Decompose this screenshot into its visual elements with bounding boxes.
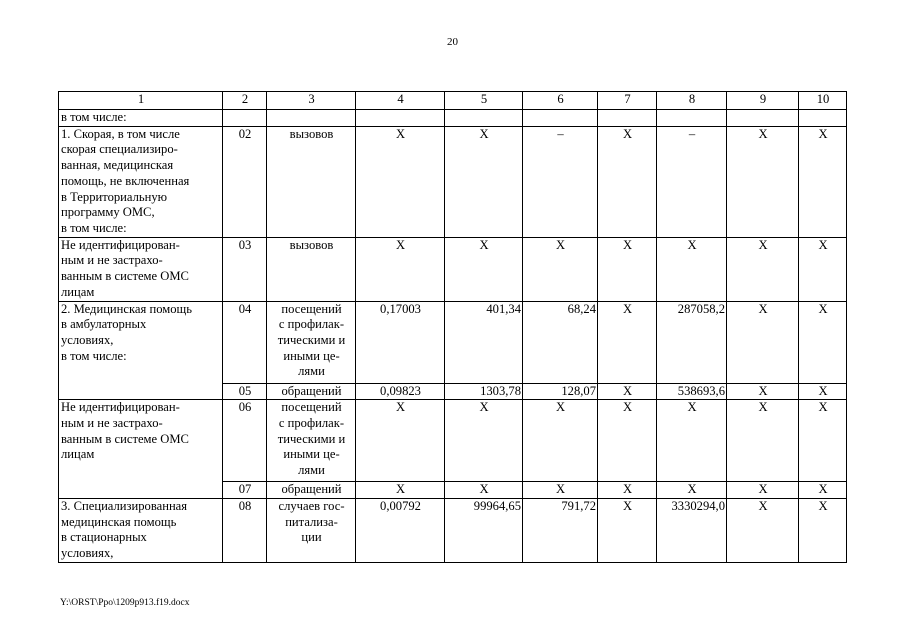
value-cell: 128,07	[523, 383, 598, 400]
header-cell: 7	[598, 92, 657, 110]
unit-cell: вызовов	[267, 126, 356, 237]
row-code: 06	[223, 400, 267, 482]
value-cell: –	[657, 126, 727, 237]
value-cell: X	[727, 126, 799, 237]
value-cell: X	[799, 400, 847, 482]
value-cell: 0,17003	[356, 301, 445, 383]
header-cell: 3	[267, 92, 356, 110]
value-cell: X	[445, 126, 523, 237]
value-cell: X	[799, 237, 847, 301]
row-code: 02	[223, 126, 267, 237]
row-label: Не идентифицирован- ным и не застрахо- ванным в системе ОМС лицам	[59, 400, 223, 499]
data-table	[58, 91, 847, 563]
value-cell: X	[799, 126, 847, 237]
row-label: 3. Специализированная медицинская помощь в стационарных условиях,	[59, 499, 223, 563]
value-cell: X	[727, 383, 799, 400]
value-cell: X	[356, 126, 445, 237]
value-cell: X	[598, 126, 657, 237]
value-cell: X	[657, 400, 727, 482]
value-cell: X	[445, 400, 523, 482]
value-cell: X	[727, 301, 799, 383]
value-cell: X	[598, 499, 657, 563]
value-cell: 791,72	[523, 499, 598, 563]
row-label: 2. Медицинская помощь в амбулаторных условиях, в том числе:	[59, 301, 223, 400]
unit-cell: случаев гос- питализа- ции	[267, 499, 356, 563]
row-label: в том числе:	[59, 110, 223, 127]
value-cell: X	[523, 400, 598, 482]
unit-cell: обращений	[267, 482, 356, 499]
value-cell: X	[727, 499, 799, 563]
value-cell: 99964,65	[445, 499, 523, 563]
row-code: 08	[223, 499, 267, 563]
row-label: 1. Скорая, в том числе скорая специализиро- ванная, медицинская помощь, не включенная в Территориальную программу ОМС, в том числе:	[59, 126, 223, 237]
value-cell: 538693,6	[657, 383, 727, 400]
value-cell: –	[523, 126, 598, 237]
table-header-row	[59, 92, 847, 110]
value-cell: 68,24	[523, 301, 598, 383]
page-number: 20	[447, 36, 458, 48]
value-cell: X	[727, 237, 799, 301]
header-cell: 8	[657, 92, 727, 110]
table-row	[59, 110, 847, 127]
value-cell: X	[657, 237, 727, 301]
table-row	[59, 126, 847, 237]
value-cell: X	[657, 482, 727, 499]
value-cell: X	[356, 482, 445, 499]
value-cell: X	[598, 400, 657, 482]
row-code: 05	[223, 383, 267, 400]
header-cell: 10	[799, 92, 847, 110]
footer-file-path: Y:\ORST\Ppo\1209p913.f19.docx	[60, 598, 190, 608]
header-cell: 4	[356, 92, 445, 110]
value-cell: X	[799, 383, 847, 400]
value-cell: X	[598, 482, 657, 499]
value-cell: X	[799, 482, 847, 499]
value-cell: 0,09823	[356, 383, 445, 400]
table-row	[59, 400, 847, 482]
header-cell: 9	[727, 92, 799, 110]
header-cell: 1	[59, 92, 223, 110]
value-cell: X	[799, 499, 847, 563]
unit-cell: посещений с профилак- тическими и иными це- лями	[267, 400, 356, 482]
value-cell: X	[727, 482, 799, 499]
value-cell: X	[356, 237, 445, 301]
header-cell: 2	[223, 92, 267, 110]
value-cell: X	[598, 383, 657, 400]
value-cell: X	[523, 237, 598, 301]
row-code: 03	[223, 237, 267, 301]
value-cell: 1303,78	[445, 383, 523, 400]
unit-cell: вызовов	[267, 237, 356, 301]
table-row	[59, 301, 847, 383]
value-cell: X	[445, 237, 523, 301]
value-cell: 287058,2	[657, 301, 727, 383]
value-cell: X	[598, 301, 657, 383]
value-cell: X	[799, 301, 847, 383]
row-code: 07	[223, 482, 267, 499]
header-cell: 6	[523, 92, 598, 110]
unit-cell: обращений	[267, 383, 356, 400]
row-code: 04	[223, 301, 267, 383]
header-cell: 5	[445, 92, 523, 110]
table-row	[59, 237, 847, 301]
value-cell: X	[727, 400, 799, 482]
value-cell: 0,00792	[356, 499, 445, 563]
value-cell: 3330294,0	[657, 499, 727, 563]
value-cell: X	[523, 482, 598, 499]
unit-cell: посещений с профилак- тическими и иными це- лями	[267, 301, 356, 383]
value-cell: X	[445, 482, 523, 499]
value-cell: 401,34	[445, 301, 523, 383]
value-cell: X	[598, 237, 657, 301]
row-label: Не идентифицирован- ным и не застрахо- ванным в системе ОМС лицам	[59, 237, 223, 301]
table-row	[59, 499, 847, 563]
value-cell: X	[356, 400, 445, 482]
